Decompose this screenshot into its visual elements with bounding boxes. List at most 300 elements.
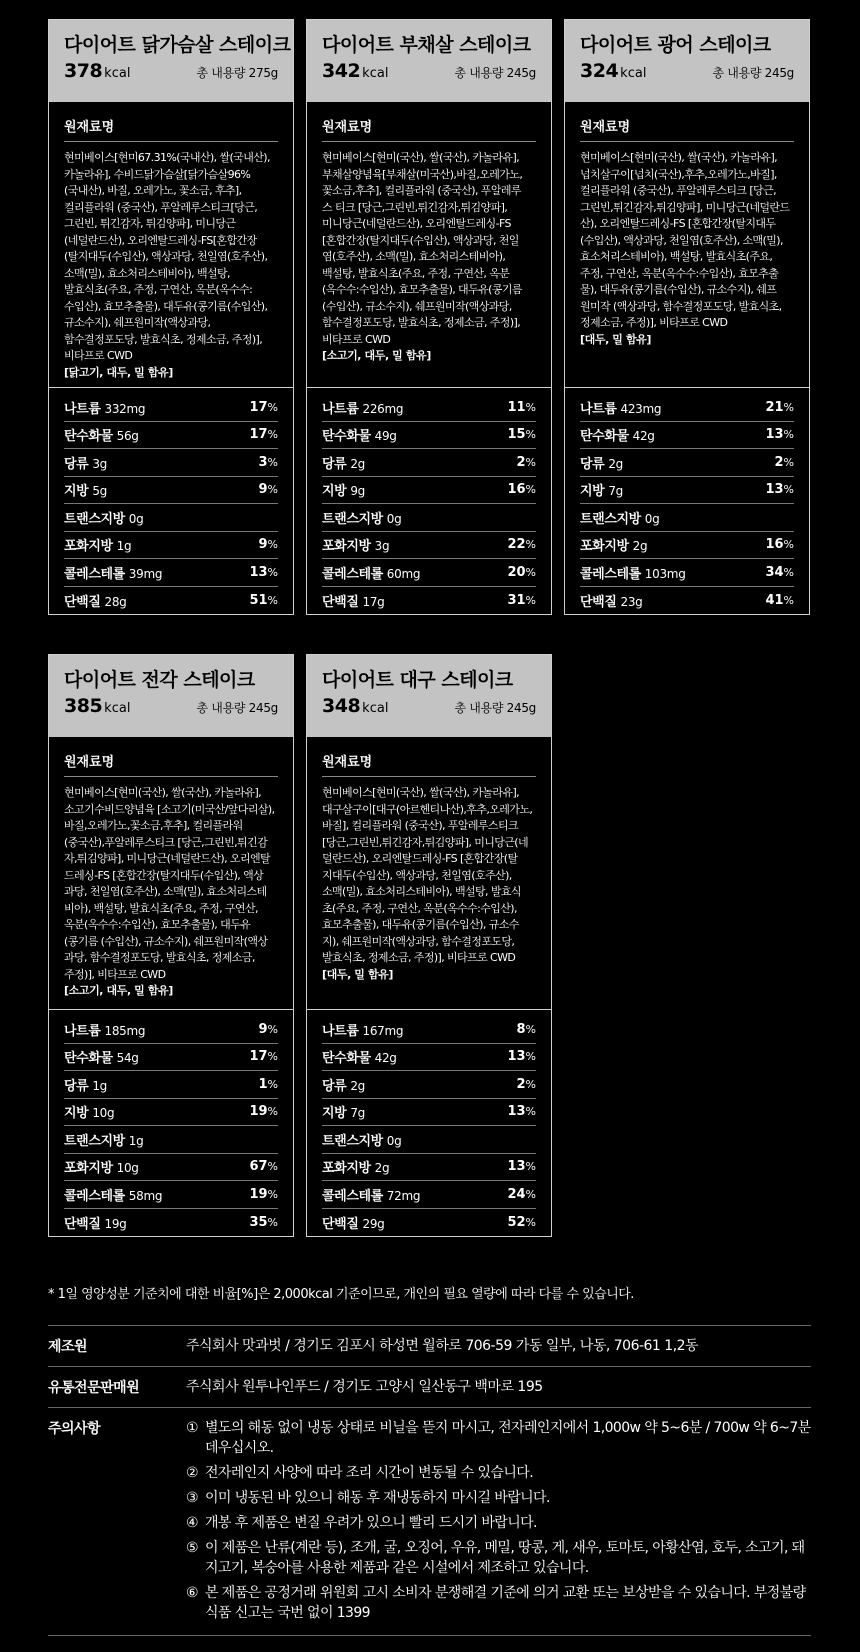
percent-sign: % bbox=[783, 400, 794, 414]
nutrient-amount: 58mg bbox=[128, 1188, 163, 1203]
nutrient-name: 나트륨 bbox=[580, 401, 617, 417]
nutrient-amount: 54g bbox=[116, 1051, 139, 1066]
nutrient-percent bbox=[507, 537, 536, 552]
percent-value: 51 bbox=[249, 592, 268, 608]
nutrition-row bbox=[322, 1071, 536, 1099]
nutrient-percent bbox=[249, 1215, 278, 1230]
nutrient-percent bbox=[507, 1159, 536, 1174]
allergen-notice: [대두, 밀 함유] bbox=[322, 967, 394, 981]
caution-number: ③ bbox=[186, 1490, 198, 1506]
calories bbox=[322, 60, 388, 82]
percent-sign: % bbox=[783, 593, 794, 607]
total-weight: 총 내용량 245g bbox=[454, 66, 536, 80]
nutrient-amount: 10g bbox=[92, 1106, 115, 1121]
nutrient bbox=[580, 398, 661, 417]
caution-text: 이 제품은 난류(계란 등), 조개, 굴, 오징어, 우유, 메밀, 땅콩, 게, 새우, 토마토, 아황산염, 호두, 소고기, 돼지고기, 복숭아를 사용한 제품과 같은 시설에서 제조하고 있습니다. bbox=[205, 1540, 805, 1576]
percent-value: 31 bbox=[507, 592, 526, 608]
nutrient-name: 지방 bbox=[64, 484, 89, 500]
percent-sign: % bbox=[525, 1105, 536, 1119]
product-info-table bbox=[48, 1325, 811, 1636]
kcal-unit: kcal bbox=[620, 66, 647, 81]
nutrient-amount: 3g bbox=[92, 456, 107, 471]
kcal-unit: kcal bbox=[362, 66, 389, 81]
nutrient bbox=[580, 425, 655, 444]
nutrition-row bbox=[322, 422, 536, 450]
nutrient-amount: 19g bbox=[104, 1216, 127, 1231]
percent-value: 67 bbox=[249, 1159, 268, 1175]
nutrient-amount: 2g bbox=[350, 456, 365, 471]
nutrition-row bbox=[64, 449, 278, 477]
nutrient-name: 단백질 bbox=[64, 594, 101, 610]
nutrient-percent bbox=[507, 427, 536, 442]
caution-number: ① bbox=[186, 1420, 198, 1436]
nutrient-amount: 3g bbox=[374, 539, 390, 554]
nutrient-name: 콜레스테롤 bbox=[322, 1188, 383, 1204]
allergen-notice: [대두, 밀 함유] bbox=[580, 332, 652, 346]
nutrient-amount: 332mg bbox=[104, 401, 146, 416]
distributor-value: 주식회사 원투나인푸드 / 경기도 고양시 일산동구 백마로 195 bbox=[186, 1379, 543, 1395]
nutrition-row bbox=[64, 1154, 278, 1182]
nutrition-section bbox=[307, 1010, 551, 1236]
ingredients-section bbox=[307, 737, 551, 1010]
nutrient-amount: 7g bbox=[608, 484, 623, 499]
nutrient-amount: 185mg bbox=[104, 1023, 146, 1038]
kcal-value: 342 bbox=[322, 60, 361, 82]
percent-value: 15 bbox=[507, 427, 526, 443]
nutrition-row bbox=[322, 1016, 536, 1044]
nutrition-row bbox=[322, 449, 536, 477]
nutrition-row bbox=[322, 477, 536, 505]
total-weight: 총 내용량 245g bbox=[712, 66, 794, 80]
nutrient-percent bbox=[507, 400, 536, 415]
percent-value: 22 bbox=[507, 537, 526, 553]
nutrient-name: 탄수화물 bbox=[322, 429, 371, 445]
card-subheader bbox=[64, 695, 278, 717]
kcal-unit: kcal bbox=[104, 701, 131, 716]
product-card bbox=[306, 654, 552, 1237]
nutrition-row bbox=[64, 587, 278, 615]
nutrient bbox=[64, 1047, 139, 1066]
nutrient-name: 지방 bbox=[64, 1106, 89, 1122]
nutrition-row bbox=[64, 1209, 278, 1237]
nutrient-name: 콜레스테롤 bbox=[322, 566, 383, 582]
nutrient-amount: 2g bbox=[350, 1078, 365, 1093]
nutrient-name: 당류 bbox=[322, 1078, 347, 1094]
percent-value: 16 bbox=[765, 537, 784, 553]
nutrient-name: 단백질 bbox=[64, 1216, 101, 1232]
nutrient-name: 당류 bbox=[580, 456, 605, 472]
nutrient-percent bbox=[507, 1049, 536, 1064]
percent-value: 2 bbox=[774, 454, 784, 470]
nutrient-amount: 1g bbox=[116, 539, 132, 554]
nutrition-row bbox=[64, 1126, 278, 1154]
caution-number: ⑤ bbox=[186, 1540, 198, 1556]
nutrient-name: 지방 bbox=[580, 484, 605, 500]
nutrient-percent bbox=[249, 593, 278, 608]
nutrition-row bbox=[64, 1016, 278, 1044]
ingredients-section bbox=[565, 102, 809, 388]
kcal-unit: kcal bbox=[104, 66, 131, 81]
nutrient-amount: 42g bbox=[374, 1051, 397, 1066]
percent-sign: % bbox=[267, 400, 278, 414]
nutrition-row bbox=[322, 1099, 536, 1127]
percent-sign: % bbox=[267, 1022, 278, 1036]
nutrient-amount: 49g bbox=[374, 429, 397, 444]
manufacturer-value: 주식회사 맛과벗 / 경기도 김포시 하성면 월하로 706-59 가동 일부, 나동, 706-61 1,2동 bbox=[186, 1338, 699, 1354]
nutrient bbox=[580, 563, 686, 582]
percent-sign: % bbox=[525, 1022, 536, 1036]
percent-sign: % bbox=[267, 1187, 278, 1201]
ingredients-text: 현미베이스[현미67.31%(국내산), 쌀(국내산), 카놀라유], 수비드닭가슴살[닭가슴살96% (국내산), 바질, 오레가노, 꽃소금, 후추], 컬리플라워 (중국산), 푸알레루스티크[당근, 그린빈, 튀긴감자, 튀김양파], 미니당근 (네덜란드산), 오리엔탈드레싱-FS[혼합간장 (탈지대두(수입산), 액상과당, 천일염(호주산), 소맥(밀), 효소처리스테비아), 백설탕, 발효식초(주요, 주정, 구연산, 옥분(옥수수: 수입산), 효모추출물), 대두유(콩기름(수입산), 규소수지), 쉐프원미작(액상과당, 함수결정포도당, 발효식초, 정제소금, 주정)], 비타프로 CWD bbox=[64, 151, 270, 362]
nutrient-percent bbox=[765, 565, 794, 580]
nutrient bbox=[580, 480, 623, 499]
caution-item bbox=[186, 1538, 811, 1578]
nutrient bbox=[322, 1047, 397, 1066]
nutrition-row bbox=[322, 587, 536, 615]
calories bbox=[64, 695, 130, 717]
nutrient-amount: 0g bbox=[128, 511, 144, 526]
nutrient bbox=[64, 1185, 162, 1204]
percent-value: 13 bbox=[507, 1104, 526, 1120]
nutrient-amount: 0g bbox=[644, 511, 660, 526]
card-subheader bbox=[322, 60, 536, 82]
nutrient bbox=[64, 1102, 114, 1121]
percent-value: 8 bbox=[516, 1021, 526, 1037]
card-header bbox=[49, 655, 293, 737]
percent-sign: % bbox=[525, 538, 536, 552]
nutrient-percent bbox=[507, 565, 536, 580]
nutrient-amount: 5g bbox=[92, 484, 107, 499]
distributor-label: 유통전문판매원 bbox=[48, 1380, 140, 1396]
nutrient-name: 포화지방 bbox=[64, 539, 113, 555]
percent-sign: % bbox=[267, 1050, 278, 1064]
nutrient-amount: 39mg bbox=[128, 566, 163, 581]
product-card bbox=[306, 19, 552, 615]
percent-value: 13 bbox=[249, 564, 268, 580]
nutrient bbox=[64, 563, 162, 582]
percent-sign: % bbox=[525, 593, 536, 607]
percent-value: 13 bbox=[765, 427, 784, 443]
manufacturer-label: 제조원 bbox=[48, 1339, 88, 1355]
nutrient-percent bbox=[259, 1022, 279, 1037]
nutrient-percent bbox=[765, 427, 794, 442]
nutrition-row bbox=[322, 559, 536, 587]
nutrition-row bbox=[64, 1044, 278, 1072]
caution-text: 본 제품은 공정거래 위원회 고시 소비자 분쟁해결 기준에 의거 교환 또는 보상받을 수 있습니다. 부정불량식품 신고는 국번 없이 1399 bbox=[205, 1585, 806, 1621]
nutrient-percent bbox=[507, 593, 536, 608]
percent-sign: % bbox=[267, 1077, 278, 1091]
nutrition-section bbox=[307, 388, 551, 614]
total-weight: 총 내용량 245g bbox=[196, 701, 278, 715]
nutrient bbox=[580, 535, 647, 554]
nutrition-row bbox=[322, 1209, 536, 1237]
nutrition-row bbox=[64, 1099, 278, 1127]
nutrient bbox=[322, 1185, 420, 1204]
nutrient-percent bbox=[249, 400, 278, 415]
caution-number: ④ bbox=[186, 1515, 198, 1531]
product-name: 다이어트 대구 스테이크 bbox=[322, 669, 513, 691]
kcal-unit: kcal bbox=[362, 701, 389, 716]
percent-sign: % bbox=[525, 483, 536, 497]
nutrition-row bbox=[580, 559, 794, 587]
card-header bbox=[307, 655, 551, 737]
nutrient-name: 포화지방 bbox=[322, 539, 371, 555]
nutrient-name: 당류 bbox=[322, 456, 347, 472]
total-weight: 총 내용량 245g bbox=[454, 701, 536, 715]
percent-value: 9 bbox=[258, 537, 268, 553]
nutrient bbox=[322, 535, 389, 554]
nutrient-percent bbox=[765, 593, 794, 608]
nutrition-row bbox=[322, 1126, 536, 1154]
percent-sign: % bbox=[525, 1187, 536, 1201]
caution-row bbox=[48, 1407, 811, 1636]
percent-sign: % bbox=[783, 538, 794, 552]
card-subheader bbox=[64, 60, 278, 82]
nutrient-amount: 2g bbox=[632, 539, 648, 554]
nutrition-row bbox=[64, 394, 278, 422]
nutrient-amount: 28g bbox=[104, 594, 127, 609]
ingredients-text: 현미베이스[현미(국산), 쌀(국산), 카놀라유], 넙치살구이[넙치(국산),후추,오레가노,바질], 컬리플라워 (중국산), 푸알레루스티크 [당근, 그린빈,튀긴감자,튀김양파], 미니당근(네덜란드 산), 오리엔탈드레싱-FS [혼합간장(탈지대두 (수입산), 액상과당, 천일염(호주산), 소맥(밀), 효소처리스테비아), 백설탕, 발효식초(주요, 주정, 구연산, 옥분(옥수수:수입산), 효모추출 물), 대두유(콩기름(수입산), 규소수지), 쉐프 원미작 (액상과당, 함수결정포도당, 발효식초, 정제소금, 주정)], 비타프로 CWD bbox=[580, 151, 790, 329]
caution-text: 전자레인지 사양에 따라 조리 시간이 변동될 수 있습니다. bbox=[205, 1465, 534, 1481]
product-card bbox=[48, 654, 294, 1237]
percent-value: 41 bbox=[765, 592, 784, 608]
nutrient-amount: 103mg bbox=[644, 566, 686, 581]
nutrient-name: 포화지방 bbox=[64, 1161, 113, 1177]
card-header bbox=[49, 20, 293, 102]
nutrient-percent bbox=[507, 482, 536, 497]
nutrition-row bbox=[580, 532, 794, 560]
nutrition-row bbox=[64, 504, 278, 532]
footnote: * 1일 영양성분 기준치에 대한 비율[%]은 2,000kcal 기준이므로, 개인의 필요 열량에 따라 다를 수 있습니다. bbox=[48, 1287, 634, 1302]
manufacturer-row bbox=[48, 1325, 811, 1366]
nutrient-amount: 0g bbox=[386, 511, 402, 526]
percent-value: 3 bbox=[258, 454, 268, 470]
nutrition-row bbox=[580, 587, 794, 615]
nutrition-row bbox=[64, 422, 278, 450]
caution-list bbox=[186, 1418, 811, 1625]
percent-sign: % bbox=[525, 1160, 536, 1174]
nutrient-percent bbox=[507, 1104, 536, 1119]
percent-sign: % bbox=[267, 483, 278, 497]
calories bbox=[64, 60, 130, 82]
nutrient-percent bbox=[765, 482, 794, 497]
nutrient-percent bbox=[259, 1077, 279, 1092]
nutrient-name: 탄수화물 bbox=[64, 429, 113, 445]
nutrient bbox=[322, 591, 384, 610]
nutrient bbox=[580, 453, 623, 472]
percent-value: 17 bbox=[249, 1049, 268, 1065]
percent-sign: % bbox=[267, 1215, 278, 1229]
nutrient-percent bbox=[517, 1022, 537, 1037]
percent-value: 34 bbox=[765, 564, 784, 580]
caution-item bbox=[186, 1513, 811, 1533]
nutrition-row bbox=[64, 1071, 278, 1099]
percent-value: 2 bbox=[516, 454, 526, 470]
percent-sign: % bbox=[525, 400, 536, 414]
nutrition-row bbox=[580, 422, 794, 450]
product-name: 다이어트 닭가슴살 스테이크 bbox=[64, 34, 291, 56]
nutrition-row bbox=[580, 477, 794, 505]
nutrient bbox=[64, 591, 126, 610]
nutrition-row bbox=[322, 532, 536, 560]
percent-value: 17 bbox=[249, 399, 268, 415]
nutrient-name: 당류 bbox=[64, 456, 89, 472]
percent-value: 19 bbox=[249, 1104, 268, 1120]
ingredients-text: 현미베이스[현미(국산), 쌀(국산), 카놀라유], 부채살양념육[부채살(미국산),바질,오레가노, 꽃소금,후추], 컬리플라워 (중국산), 푸알레루 스 티크 [당근,그린빈,튀긴감자,튀김양파], 미니당근(네덜란드산), 오리엔탈드레싱-FS [혼합간장(탈지대두(수입산), 액상과당, 천일 염(호주산), 소맥(밀), 효소처리스테비아), 백설탕, 발효식초(주요, 주정, 구연산, 옥분 (옥수수:수입산), 효모추출물), 대두유(콩기름 (수입산), 규소수지), 쉐프원미작(액상과당, 함수결정포도당, 발효식초, 정제소금, 주정)], 비타프로 CWD bbox=[322, 151, 523, 346]
caution-number: ② bbox=[186, 1465, 198, 1481]
nutrient-name: 트랜스지방 bbox=[322, 511, 383, 527]
nutrient bbox=[322, 1157, 389, 1176]
ingredients-title: 원재료명 bbox=[322, 751, 536, 777]
nutrition-row bbox=[322, 1044, 536, 1072]
nutrient-name: 포화지방 bbox=[322, 1161, 371, 1177]
kcal-value: 385 bbox=[64, 695, 103, 717]
product-name: 다이어트 전각 스테이크 bbox=[64, 669, 255, 691]
percent-sign: % bbox=[525, 1077, 536, 1091]
nutrient bbox=[322, 508, 401, 527]
nutrient-name: 콜레스테롤 bbox=[64, 1188, 125, 1204]
percent-value: 13 bbox=[765, 482, 784, 498]
nutrient-amount: 42g bbox=[632, 429, 655, 444]
percent-sign: % bbox=[525, 455, 536, 469]
nutrient-amount: 29g bbox=[362, 1216, 385, 1231]
nutrient-name: 지방 bbox=[322, 1106, 347, 1122]
caution-text: 별도의 해동 없이 냉동 상태로 비닐을 뜯지 마시고, 전자레인지에서 1,000w 약 5~6분 / 700w 약 6~7분 데우십시오. bbox=[205, 1420, 811, 1456]
kcal-value: 348 bbox=[322, 695, 361, 717]
nutrient bbox=[64, 508, 143, 527]
nutrient-percent bbox=[249, 1187, 278, 1202]
nutrient-amount: 0g bbox=[386, 1133, 402, 1148]
percent-sign: % bbox=[267, 455, 278, 469]
percent-value: 24 bbox=[507, 1186, 526, 1202]
nutrient-amount: 9g bbox=[350, 484, 365, 499]
nutrition-section bbox=[49, 1010, 293, 1236]
nutrient-percent bbox=[249, 1049, 278, 1064]
nutrient-percent bbox=[259, 537, 279, 552]
ingredients-title: 원재료명 bbox=[322, 116, 536, 142]
nutrient bbox=[64, 1075, 107, 1094]
nutrient bbox=[64, 453, 107, 472]
nutrient-name: 나트륨 bbox=[322, 1023, 359, 1039]
nutrition-row bbox=[580, 394, 794, 422]
nutrient-amount: 10g bbox=[116, 1161, 139, 1176]
caution-number: ⑥ bbox=[186, 1585, 198, 1601]
nutrient-percent bbox=[517, 1077, 537, 1092]
nutrient-name: 당류 bbox=[64, 1078, 89, 1094]
nutrient-percent bbox=[775, 455, 795, 470]
caution-item bbox=[186, 1418, 811, 1458]
nutrient-name: 단백질 bbox=[322, 594, 359, 610]
nutrient-amount: 1g bbox=[92, 1078, 107, 1093]
percent-value: 13 bbox=[507, 1049, 526, 1065]
allergen-notice: [소고기, 대두, 밀 함유] bbox=[322, 349, 431, 362]
percent-value: 17 bbox=[249, 427, 268, 443]
ingredients-text: 현미베이스[현미(국산), 쌀(국산), 카놀라유], 대구살구이[대구(아르헨티나산),후추,오레가노, 바질], 컬리플라워 (중국산), 푸알레루스티크 [당근,그린빈,튀긴감자,튀김양파], 미니당근(네 덜란드산), 오리엔탈드레싱-FS [혼합간장(탈 지대두(수입산), 액상과당, 천일염(호주산), 소맥(밀), 효소처리스테비아), 백설탕, 발효식 초(주요, 주정, 구연산, 옥분(옥수수:수입산), 효모추출물), 대두유(콩기름(수입산), 규소수 지), 쉐프원미작(액상과당, 함수결정포도당, 발효식초, 정제소금, 주정)], 비타프로 CWD bbox=[322, 786, 533, 964]
ingredients-text: 현미베이스[현미(국산), 쌀(국산), 카놀라유], 소고기수비드양념육 [소고기(미국산/앞다리살), 바질,오레가노,꽃소금,후추], 컬리플라워 (중국산),푸알레루스티크 [당근,그린빈,튀긴감 자,튀김양파], 미니당근(네덜란드산), 오리엔탈 드레싱-FS [혼합간장(탈지대두(수입산), 액상 과당, 천일염(호주산), 소맥(밀), 효소처리스테 비아), 백설탕, 발효식초(주요, 주정, 구연산, 옥분(옥수수:수입산), 효모추출물), 대두유 (콩기름 (수입산), 규소수지), 쉐프원미작(액상 과당, 함수결정포도당, 발효식초, 정제소금, 주정)], 비타프로 CWD bbox=[64, 786, 275, 981]
caution-label: 주의사항 bbox=[48, 1421, 101, 1437]
nutrient-percent bbox=[259, 455, 279, 470]
percent-value: 35 bbox=[249, 1214, 268, 1230]
percent-sign: % bbox=[267, 538, 278, 552]
nutrient-amount: 2g bbox=[374, 1161, 390, 1176]
ingredients-section bbox=[49, 102, 293, 388]
nutrient bbox=[322, 453, 365, 472]
product-name: 다이어트 광어 스테이크 bbox=[580, 34, 771, 56]
nutrient-name: 나트륨 bbox=[64, 1023, 101, 1039]
kcal-value: 324 bbox=[580, 60, 619, 82]
nutrient-name: 탄수화물 bbox=[64, 1051, 113, 1067]
nutrient-name: 탄수화물 bbox=[322, 1051, 371, 1067]
nutrition-row bbox=[580, 449, 794, 477]
nutrient bbox=[322, 480, 365, 499]
nutrient-percent bbox=[507, 1187, 536, 1202]
percent-sign: % bbox=[783, 565, 794, 579]
ingredients-section bbox=[49, 737, 293, 1010]
card-subheader bbox=[322, 695, 536, 717]
nutrient-amount: 60mg bbox=[386, 566, 421, 581]
nutrition-row bbox=[322, 394, 536, 422]
nutrient bbox=[64, 535, 131, 554]
nutrient-name: 포화지방 bbox=[580, 539, 629, 555]
total-weight: 총 내용량 275g bbox=[196, 66, 278, 80]
nutrient bbox=[322, 1020, 403, 1039]
nutrient bbox=[322, 398, 403, 417]
percent-value: 9 bbox=[258, 1021, 268, 1037]
nutrient bbox=[322, 425, 397, 444]
ingredients-title: 원재료명 bbox=[64, 116, 278, 142]
percent-value: 52 bbox=[507, 1214, 526, 1230]
percent-sign: % bbox=[525, 565, 536, 579]
nutrient bbox=[580, 508, 659, 527]
card-header bbox=[307, 20, 551, 102]
nutrient-name: 콜레스테롤 bbox=[580, 566, 641, 582]
nutrient-amount: 17g bbox=[362, 594, 385, 609]
percent-sign: % bbox=[783, 455, 794, 469]
percent-sign: % bbox=[525, 1050, 536, 1064]
nutrient-percent bbox=[765, 537, 794, 552]
caution-text: 이미 냉동된 바 있으니 해동 후 재냉동하지 마시길 바랍니다. bbox=[205, 1490, 550, 1506]
nutrient-name: 트랜스지방 bbox=[64, 1133, 125, 1149]
percent-sign: % bbox=[525, 1215, 536, 1229]
nutrient bbox=[322, 1213, 384, 1232]
percent-sign: % bbox=[267, 593, 278, 607]
nutrient-amount: 7g bbox=[350, 1106, 365, 1121]
percent-sign: % bbox=[267, 565, 278, 579]
nutrient-name: 나트륨 bbox=[322, 401, 359, 417]
nutrient-amount: 56g bbox=[116, 429, 139, 444]
nutrition-row bbox=[322, 504, 536, 532]
nutrient-name: 단백질 bbox=[322, 1216, 359, 1232]
nutrient-percent bbox=[249, 1104, 278, 1119]
nutrient-percent bbox=[259, 482, 279, 497]
nutrition-section bbox=[49, 388, 293, 614]
nutrient-amount: 2g bbox=[608, 456, 623, 471]
nutrient-name: 지방 bbox=[322, 484, 347, 500]
nutrient bbox=[64, 425, 139, 444]
percent-value: 1 bbox=[258, 1076, 268, 1092]
nutrient bbox=[64, 480, 107, 499]
percent-value: 2 bbox=[516, 1076, 526, 1092]
calories bbox=[322, 695, 388, 717]
nutrient-name: 트랜스지방 bbox=[322, 1133, 383, 1149]
percent-sign: % bbox=[783, 483, 794, 497]
nutrient-amount: 226mg bbox=[362, 401, 404, 416]
nutrition-row bbox=[64, 559, 278, 587]
nutrition-section bbox=[565, 388, 809, 614]
percent-value: 20 bbox=[507, 564, 526, 580]
allergen-notice: [닭고기, 대두, 밀 함유] bbox=[64, 365, 173, 379]
nutrient-percent bbox=[249, 427, 278, 442]
